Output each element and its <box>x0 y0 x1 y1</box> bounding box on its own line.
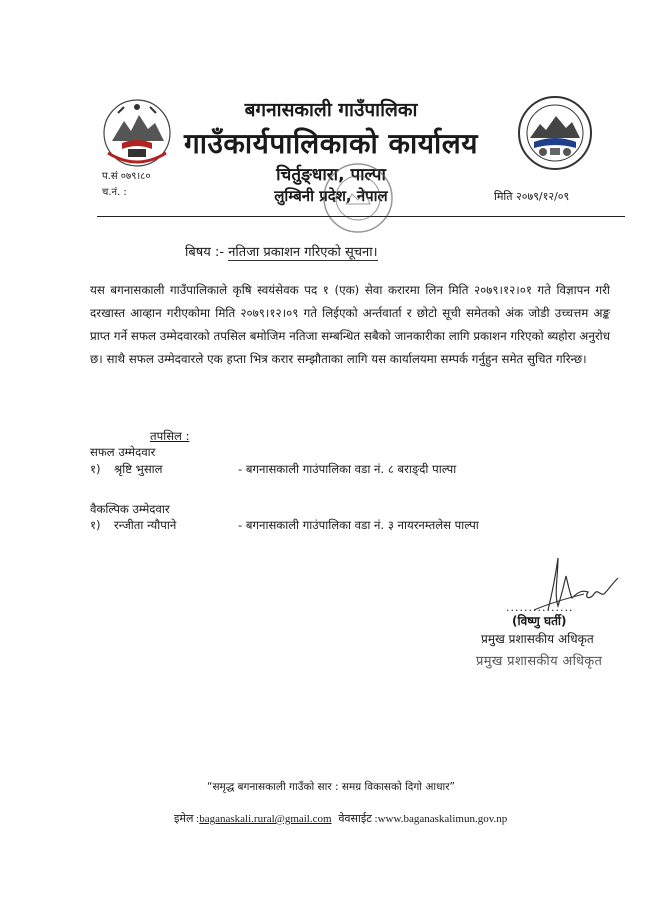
subject-text: नतिजा प्रकाशन गरिएको सूचना। <box>228 245 378 260</box>
office-name: गाउँकार्यपालिकाको कार्यालय <box>184 127 478 160</box>
alternate-item-number: १) <box>90 518 101 532</box>
subject-label: बिषय :- <box>185 245 225 260</box>
email-label: इमेल : <box>174 813 200 825</box>
org-name: बगनासकाली गाउँपालिका <box>244 99 418 121</box>
successful-candidates-heading: सफल उम्मेदवार <box>90 445 156 459</box>
website-label: वेवसाईट : <box>338 813 378 825</box>
successful-item-number: १) <box>90 462 101 476</box>
subject-line <box>185 242 378 260</box>
alternate-candidate-address: - बगनासकाली गाउंपालिका वडा नं. ३ नायरनम्तलेस पाल्पा <box>238 518 479 532</box>
website-link[interactable]: www.baganaskalimun.gov.np <box>377 813 508 825</box>
alternate-candidates-heading: वैकल्पिक उम्मेदवार <box>90 502 170 516</box>
signatory-stamp: प्रमुख प्रशासकीय अधिकृत <box>476 654 603 669</box>
notice-body: यस बगनासकाली गाउँपालिकाले कृषि स्वयंसेवक पद १ (एक) सेवा करारमा लिन मिति २०७९।१२।०१ गते विज्ञापन गरी दरखास्त आव्हान गरीएकोमा मिति २०७९।१२।०९ गते लिईएको अर्न्तवार्ता र छोटो सूची समेतको अंक जोडी उच्चत्तम अङ्क प्राप्त गर्ने सफल उम्मेदवारको तपसिल बमोजिम नतिजा सम्बन्धित सबैको जानकारीका लागि प्रकाशन गरिएको ब्यहोरा अनुरोध छ। साथै सफल उम्मेदवारले एक हप्ता भित्र करार सम्झौताका लागि यस कार्यालयमा सम्पर्क गर्नुहुन समेत सुचित गरिन्छ। <box>90 283 610 366</box>
signatory-title: प्रमुख प्रशासकीय अधिकृत <box>481 632 594 646</box>
successful-candidate-name: श्रृष्टि भुसाल <box>114 462 163 476</box>
footer-motto: “समृद्ध बगनासकाली गाउँको सार : समग्र विकासको दिगो आधार” <box>207 781 455 793</box>
successful-candidate-address: - बगनासकाली गाउंपालिका वडा नं. ८ बराङ्दी पाल्पा <box>238 462 457 476</box>
reference-number: प.सं ०७९।८० <box>102 171 151 182</box>
dispatch-number: च.नं. : <box>102 187 127 198</box>
alternate-candidate-name: रन्जीता न्यौपाने <box>114 518 177 532</box>
office-seal-icon <box>320 160 396 236</box>
footer-contact <box>174 811 507 826</box>
signatory-name: (विष्णु घर्ती) <box>512 614 567 628</box>
header-divider <box>97 216 625 217</box>
letter-date: मिति २०७९/१२/०९ <box>494 190 570 203</box>
signature-dots: ............... <box>506 601 574 614</box>
province-name: लुम्बिनी प्रदेश, नेपाल <box>274 187 388 205</box>
place-name: चिर्तुङ्धारा, पाल्पा <box>276 165 386 185</box>
tapasil-heading: तपसिल : <box>150 429 190 443</box>
email-link[interactable]: baganaskali.rural@gmail.com <box>199 813 332 825</box>
